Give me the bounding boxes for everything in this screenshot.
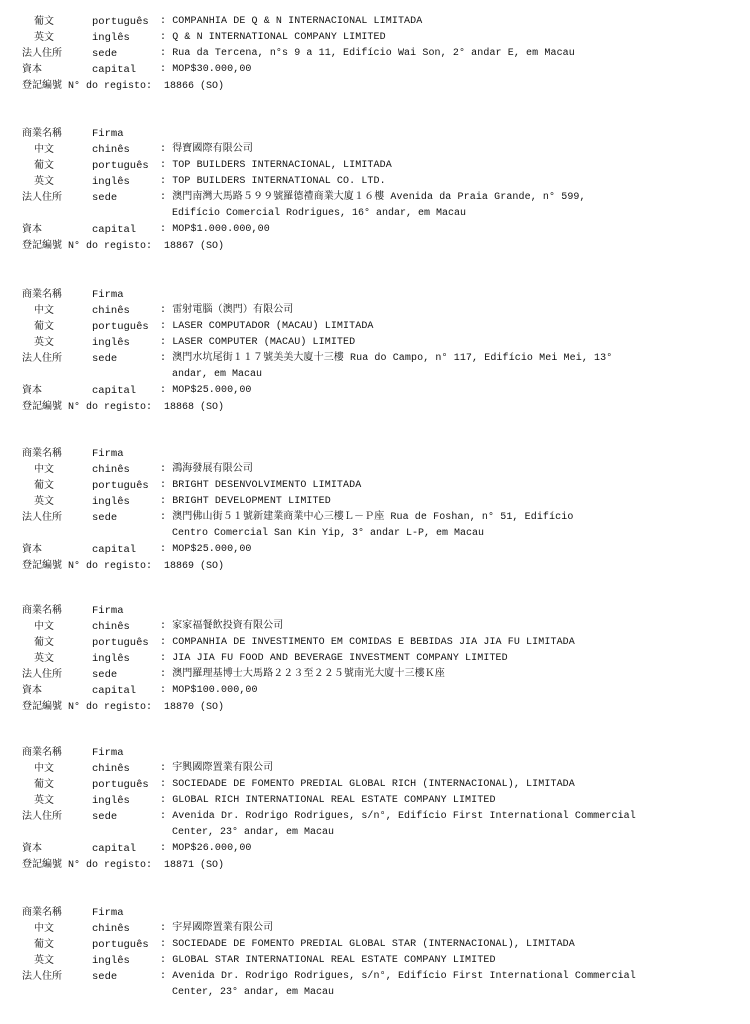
- portugues-name: : SOCIEDADE DE FOMENTO PREDIAL GLOBAL STAR (INTERNACIONAL), LIMITADA: [160, 939, 575, 950]
- firma-row: [0, 603, 750, 619]
- registo-row: [0, 699, 750, 715]
- sede-label-zh: 法人住所: [22, 48, 62, 59]
- chines-name: : 雷射電腦（澳門）有限公司: [160, 305, 294, 316]
- sede-label-zh: 法人住所: [22, 971, 62, 982]
- registo-label-pt: N° do registo:: [68, 241, 153, 252]
- chines-row: [0, 619, 750, 635]
- sede-row: [0, 46, 750, 62]
- capital-row: [0, 383, 750, 399]
- ingles-name: : LASER COMPUTER (MACAU) LIMITED: [160, 337, 356, 348]
- chines-label-pt: chinês: [92, 305, 130, 317]
- capital-value: : MOP$30.000,00: [160, 64, 252, 75]
- ingles-row: [0, 174, 750, 190]
- registo-label-pt: N° do registo:: [68, 702, 153, 713]
- portugues-label-zh: 葡文: [34, 637, 54, 648]
- ingles-label-zh: 英文: [34, 176, 54, 187]
- sede-label-pt: sede: [92, 971, 118, 983]
- chines-label-pt: chinês: [92, 464, 130, 476]
- firma-row: [0, 446, 750, 462]
- portugues-row: [0, 14, 750, 30]
- registo-label-pt: N° do registo:: [68, 402, 153, 413]
- sede-address: : 澳門水坑尾街１１７號美美大廈十三樓 Rua do Campo, n° 117, Edifício Mei Mei, 13°: [160, 353, 613, 364]
- sede-address: : 澳門南灣大馬路５９９號羅德禮商業大廈１６樓 Avenida da Praia Grande, n° 599,: [160, 192, 586, 203]
- firma-row: [0, 287, 750, 303]
- portugues-label-pt: português: [92, 160, 149, 172]
- firma-label-zh: 商業名稱: [22, 605, 62, 616]
- sede-row: [0, 510, 750, 526]
- sede-label-pt: sede: [92, 512, 118, 524]
- sede-row: [0, 190, 750, 206]
- registo-row: [0, 558, 750, 574]
- registo-number: 18866 (SO): [164, 81, 225, 92]
- registo-number: 18867 (SO): [164, 241, 225, 252]
- capital-value: : MOP$25.000,00: [160, 385, 252, 396]
- chines-row: [0, 303, 750, 319]
- ingles-label-pt: inglês: [92, 795, 130, 807]
- portugues-row: [0, 777, 750, 793]
- ingles-label-zh: 英文: [34, 496, 54, 507]
- chines-name: : 得寶國際有限公司: [160, 144, 254, 155]
- capital-label-pt: capital: [92, 685, 137, 697]
- portugues-row: [0, 635, 750, 651]
- portugues-label-pt: português: [92, 779, 149, 791]
- sede-address: : Avenida Dr. Rodrigo Rodrigues, s/n°, Edifício First International Commercial: [160, 811, 636, 822]
- registo-row: [0, 857, 750, 873]
- chines-label-zh: 中文: [34, 464, 54, 475]
- firma-label-pt: Firma: [92, 448, 124, 460]
- chines-label-pt: chinês: [92, 763, 130, 775]
- capital-label-pt: capital: [92, 64, 137, 76]
- company-record-18867: [0, 126, 750, 254]
- sede-address: : Avenida Dr. Rodrigo Rodrigues, s/n°, Edifício First International Commercial: [160, 971, 636, 982]
- portugues-label-zh: 葡文: [34, 939, 54, 950]
- capital-label-pt: capital: [92, 224, 137, 236]
- registo-label-zh: 登記編號: [22, 701, 62, 712]
- sede-row: [0, 809, 750, 825]
- ingles-row: [0, 793, 750, 809]
- sede-label-zh: 法人住所: [22, 669, 62, 680]
- sede-label-pt: sede: [92, 669, 118, 681]
- portugues-row: [0, 158, 750, 174]
- ingles-label-zh: 英文: [34, 955, 54, 966]
- sede-address-continued: Center, 23° andar, em Macau: [172, 987, 335, 998]
- sede-continuation-row: [0, 526, 750, 542]
- chines-row: [0, 921, 750, 937]
- ingles-label-pt: inglês: [92, 176, 130, 188]
- portugues-label-zh: 葡文: [34, 779, 54, 790]
- portugues-name: : SOCIEDADE DE FOMENTO PREDIAL GLOBAL RICH (INTERNACIONAL), LIMITADA: [160, 779, 575, 790]
- sede-row: [0, 351, 750, 367]
- capital-label-pt: capital: [92, 843, 137, 855]
- capital-row: [0, 62, 750, 78]
- chines-name: : 宇興國際置業有限公司: [160, 763, 274, 774]
- firma-label-zh: 商業名稱: [22, 907, 62, 918]
- registo-number: 18871 (SO): [164, 860, 225, 871]
- chines-name: : 宇昇國際置業有限公司: [160, 923, 274, 934]
- sede-label-zh: 法人住所: [22, 353, 62, 364]
- firma-label-zh: 商業名稱: [22, 289, 62, 300]
- portugues-row: [0, 319, 750, 335]
- portugues-label-zh: 葡文: [34, 480, 54, 491]
- registo-label-zh: 登記編號: [22, 560, 62, 571]
- capital-label-zh: 資本: [22, 64, 42, 75]
- portugues-label-pt: português: [92, 637, 149, 649]
- registo-number: 18870 (SO): [164, 702, 225, 713]
- firma-label-zh: 商業名稱: [22, 128, 62, 139]
- chines-row: [0, 142, 750, 158]
- company-record-18869: [0, 446, 750, 574]
- portugues-name: : BRIGHT DESENVOLVIMENTO LIMITADA: [160, 480, 362, 491]
- capital-label-pt: capital: [92, 544, 137, 556]
- ingles-label-pt: inglês: [92, 337, 130, 349]
- ingles-row: [0, 30, 750, 46]
- ingles-label-pt: inglês: [92, 955, 130, 967]
- sede-address-continued: Edifício Comercial Rodrigues, 16° andar, em Macau: [172, 208, 467, 219]
- ingles-name: : GLOBAL RICH INTERNATIONAL REAL ESTATE COMPANY LIMITED: [160, 795, 496, 806]
- ingles-name: : TOP BUILDERS INTERNATIONAL CO. LTD.: [160, 176, 386, 187]
- ingles-label-zh: 英文: [34, 653, 54, 664]
- sede-address: : Rua da Tercena, n°s 9 a 11, Edifício Wai Son, 2° andar E, em Macau: [160, 48, 575, 59]
- capital-row: [0, 222, 750, 238]
- sede-address-continued: Centro Comercial San Kin Yip, 3° andar L-P, em Macau: [172, 528, 485, 539]
- registo-label-zh: 登記編號: [22, 859, 62, 870]
- capital-value: : MOP$26.000,00: [160, 843, 252, 854]
- portugues-label-zh: 葡文: [34, 16, 54, 27]
- portugues-name: : LASER COMPUTADOR (MACAU) LIMITADA: [160, 321, 374, 332]
- ingles-label-pt: inglês: [92, 653, 130, 665]
- sede-continuation-row: [0, 985, 750, 1001]
- sede-label-pt: sede: [92, 48, 118, 60]
- registo-label-pt: N° do registo:: [68, 561, 153, 572]
- ingles-row: [0, 651, 750, 667]
- registo-number: 18869 (SO): [164, 561, 225, 572]
- registo-number: 18868 (SO): [164, 402, 225, 413]
- sede-address-continued: Center, 23° andar, em Macau: [172, 827, 335, 838]
- ingles-name: : BRIGHT DEVELOPMENT LIMITED: [160, 496, 331, 507]
- chines-label-zh: 中文: [34, 305, 54, 316]
- firma-label-zh: 商業名稱: [22, 747, 62, 758]
- capital-row: [0, 683, 750, 699]
- ingles-name: : Q & N INTERNATIONAL COMPANY LIMITED: [160, 32, 386, 43]
- portugues-label-zh: 葡文: [34, 160, 54, 171]
- firma-row: [0, 905, 750, 921]
- sede-continuation-row: [0, 367, 750, 383]
- capital-label-zh: 資本: [22, 385, 42, 396]
- capital-label-zh: 資本: [22, 843, 42, 854]
- firma-label-pt: Firma: [92, 289, 124, 301]
- sede-label-pt: sede: [92, 192, 118, 204]
- firma-label-zh: 商業名稱: [22, 448, 62, 459]
- portugues-row: [0, 937, 750, 953]
- ingles-label-zh: 英文: [34, 337, 54, 348]
- firma-label-pt: Firma: [92, 747, 124, 759]
- registo-label-zh: 登記編號: [22, 401, 62, 412]
- sede-label-zh: 法人住所: [22, 512, 62, 523]
- company-record-18868: [0, 287, 750, 415]
- chines-label-zh: 中文: [34, 763, 54, 774]
- portugues-label-pt: português: [92, 16, 149, 28]
- ingles-label-zh: 英文: [34, 795, 54, 806]
- chines-row: [0, 462, 750, 478]
- ingles-row: [0, 494, 750, 510]
- capital-label-zh: 資本: [22, 544, 42, 555]
- registo-label-pt: N° do registo:: [68, 81, 153, 92]
- ingles-name: : JIA JIA FU FOOD AND BEVERAGE INVESTMENT COMPANY LIMITED: [160, 653, 508, 664]
- firma-row: [0, 745, 750, 761]
- capital-value: : MOP$1.000.000,00: [160, 224, 270, 235]
- chines-row: [0, 761, 750, 777]
- registo-row: [0, 399, 750, 415]
- firma-label-pt: Firma: [92, 128, 124, 140]
- ingles-row: [0, 953, 750, 969]
- chines-label-zh: 中文: [34, 621, 54, 632]
- sede-address: : 澳門佛山街５１號新建業商業中心三樓Ｌ－Ｐ座 Rua de Foshan, n° 51, Edifício: [160, 512, 574, 523]
- firma-label-pt: Firma: [92, 605, 124, 617]
- ingles-label-zh: 英文: [34, 32, 54, 43]
- company-record-18866: [0, 14, 750, 94]
- chines-name: : 鴻海發展有限公司: [160, 464, 254, 475]
- sede-label-zh: 法人住所: [22, 192, 62, 203]
- firma-label-pt: Firma: [92, 907, 124, 919]
- ingles-label-pt: inglês: [92, 496, 130, 508]
- portugues-row: [0, 478, 750, 494]
- chines-label-pt: chinês: [92, 144, 130, 156]
- capital-label-pt: capital: [92, 385, 137, 397]
- portugues-name: : COMPANHIA DE INVESTIMENTO EM COMIDAS E BEBIDAS JIA JIA FU LIMITADA: [160, 637, 575, 648]
- ingles-name: : GLOBAL STAR INTERNATIONAL REAL ESTATE COMPANY LIMITED: [160, 955, 496, 966]
- portugues-label-pt: português: [92, 321, 149, 333]
- chines-label-zh: 中文: [34, 144, 54, 155]
- sede-continuation-row: [0, 825, 750, 841]
- portugues-label-pt: português: [92, 939, 149, 951]
- capital-value: : MOP$25.000,00: [160, 544, 252, 555]
- registo-label-zh: 登記編號: [22, 80, 62, 91]
- chines-name: : 家家福餐飲投資有限公司: [160, 621, 284, 632]
- capital-row: [0, 841, 750, 857]
- registo-label-pt: N° do registo:: [68, 860, 153, 871]
- chines-label-pt: chinês: [92, 621, 130, 633]
- portugues-name: : COMPANHIA DE Q & N INTERNACIONAL LIMITADA: [160, 16, 423, 27]
- portugues-label-pt: português: [92, 480, 149, 492]
- sede-label-pt: sede: [92, 353, 118, 365]
- portugues-name: : TOP BUILDERS INTERNACIONAL, LIMITADA: [160, 160, 392, 171]
- sede-row: [0, 969, 750, 985]
- sede-label-pt: sede: [92, 811, 118, 823]
- chines-label-pt: chinês: [92, 923, 130, 935]
- company-record-18871: [0, 745, 750, 873]
- registo-row: [0, 78, 750, 94]
- registo-row: [0, 238, 750, 254]
- ingles-row: [0, 335, 750, 351]
- sede-address-continued: andar, em Macau: [172, 369, 263, 380]
- capital-label-zh: 資本: [22, 685, 42, 696]
- sede-address: : 澳門羅理基博士大馬路２２３至２２５號南光大廈十三樓Ｋ座: [160, 669, 445, 680]
- company-record-partial: [0, 905, 750, 1001]
- ingles-label-pt: inglês: [92, 32, 130, 44]
- registo-label-zh: 登記編號: [22, 240, 62, 251]
- capital-row: [0, 542, 750, 558]
- sede-row: [0, 667, 750, 683]
- firma-row: [0, 126, 750, 142]
- company-record-18870: [0, 603, 750, 715]
- sede-label-zh: 法人住所: [22, 811, 62, 822]
- capital-label-zh: 資本: [22, 224, 42, 235]
- sede-continuation-row: [0, 206, 750, 222]
- chines-label-zh: 中文: [34, 923, 54, 934]
- capital-value: : MOP$100.000,00: [160, 685, 258, 696]
- portugues-label-zh: 葡文: [34, 321, 54, 332]
